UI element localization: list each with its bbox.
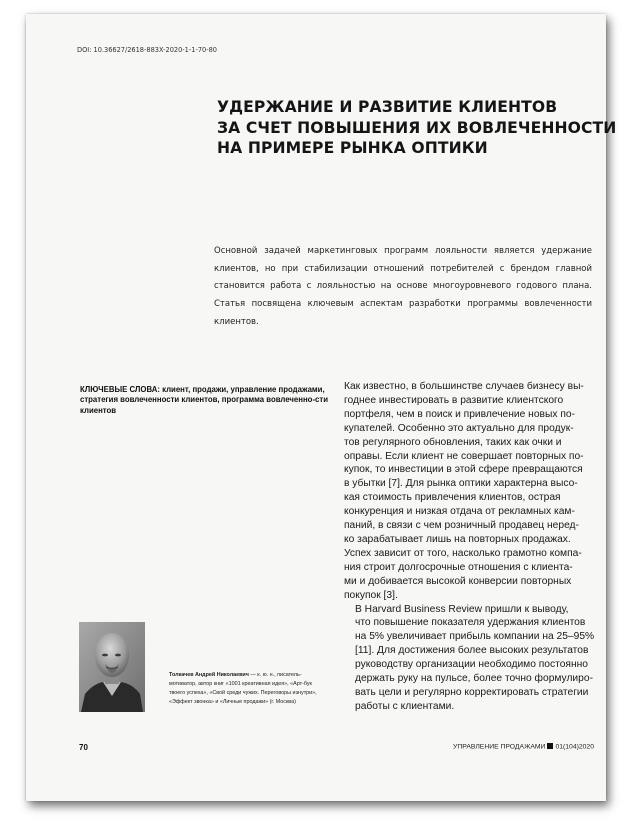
page-number: 70 (79, 743, 88, 752)
journal-name: УПРАВЛЕНИЕ ПРОДАЖАМИ (453, 743, 546, 751)
body-line: Как известно, в большинстве случаев бизнесу вы- (344, 381, 584, 392)
keywords-label: КЛЮЧЕВЫЕ СЛОВА: (80, 385, 160, 394)
journal-footer (453, 743, 594, 751)
title-line: НА ПРИМЕРЕ РЫНКА ОПТИКИ (217, 139, 488, 157)
body-line: тов регулярного обновления, таких как очки и (344, 436, 562, 448)
body-line: держать руку на пульсе, более точно формулиро- (355, 673, 593, 685)
author-info (169, 671, 329, 707)
doi-line: DOI: 10.36627/2618-883X-2020-1-1-70-80 (77, 46, 217, 54)
body-line: В Harvard Business Review пришли к выводу, (355, 603, 569, 615)
body-line: кая стоимость привлечения клиентов, острая (344, 492, 561, 504)
body-line: что повышение показателя удержания клиентов (355, 617, 586, 629)
body-line: ко зарабатывает лишь на повторных продажах. (344, 533, 571, 545)
body-paragraph (344, 603, 594, 714)
body-line: [11]. Для достижения более высоких результатов (355, 645, 589, 657)
journal-page (26, 14, 617, 801)
title-line: ЗА СЧЕТ ПОВЫШЕНИЯ ИХ ВОВЛЕЧЕННОСТИ (217, 118, 617, 137)
author-description: — к. ю. н., писатель-мотиватор, автор книг «1001 креативная идея», «Арт-бук твоего успеха», «Свой среди чужих. Переговоры изнутри», «Эффект звонка» и «Личные продажи» (г. Москва) (169, 672, 317, 706)
body-line: покупок [3]. (344, 589, 398, 601)
body-line: работы с клиентами. (355, 700, 455, 712)
body-line: портфеля, чем в поиск и привлечение новых по- (344, 408, 575, 420)
body-line: купателей. Особенно это актуально для продук- (344, 422, 574, 434)
article-body (344, 380, 594, 714)
keywords-block (80, 385, 328, 416)
author-portrait-image (79, 622, 145, 712)
author-name: Толкачев Андрей Николаевич (169, 672, 249, 678)
article-title (217, 97, 617, 159)
body-line: ния строит долгосрочные отношения с клиента- (344, 561, 573, 573)
body-line: руководству организации необходимо постоянно (355, 659, 588, 671)
body-line: ми и добивается высокой конверсии повторных (344, 575, 572, 587)
body-line: Успех зависит от того, насколько грамотно компа- (344, 547, 582, 559)
author-photo (79, 622, 145, 712)
article-abstract: Основной задачей маркетинговых программ лояльности является удержание клиентов, но при стабилизации отношений потребителей с брендом главной становится работа с лояльностью на основе многоуровневого годового плана. Статья посвящена ключевым аспектам разработки программы вовлеченности клиентов. (214, 246, 592, 327)
body-paragraph (344, 380, 594, 603)
body-line: оправы. Если клиент не совершает повторных по- (344, 450, 584, 462)
body-line: купок, то инвестиции в этой сфере превращаются (344, 464, 583, 476)
body-line: годнее инвестировать в развитие клиентского (344, 394, 564, 406)
body-line: на 5% увеличивает прибыль компании на 25–95% (355, 631, 595, 643)
body-line: вать цели и регулярно корректировать стратегии (355, 686, 589, 698)
body-line: паний, в связи с чем розничный продавец неред- (344, 520, 579, 532)
body-line: конкуренция и низкая отдача от рекламных кам- (344, 506, 575, 518)
journal-issue: 01(104)2020 (555, 743, 594, 751)
keywords-text: клиент, продажи, управление продажами, стратегия вовлеченности клиентов, программа вовлеченно-сти клиентов (80, 385, 328, 415)
body-line: в убытки [7]. Для рынка оптики характерна высо- (344, 478, 578, 490)
square-separator-icon (547, 743, 553, 749)
title-line: УДЕРЖАНИЕ И РАЗВИТИЕ КЛИЕНТОВ (217, 98, 558, 116)
